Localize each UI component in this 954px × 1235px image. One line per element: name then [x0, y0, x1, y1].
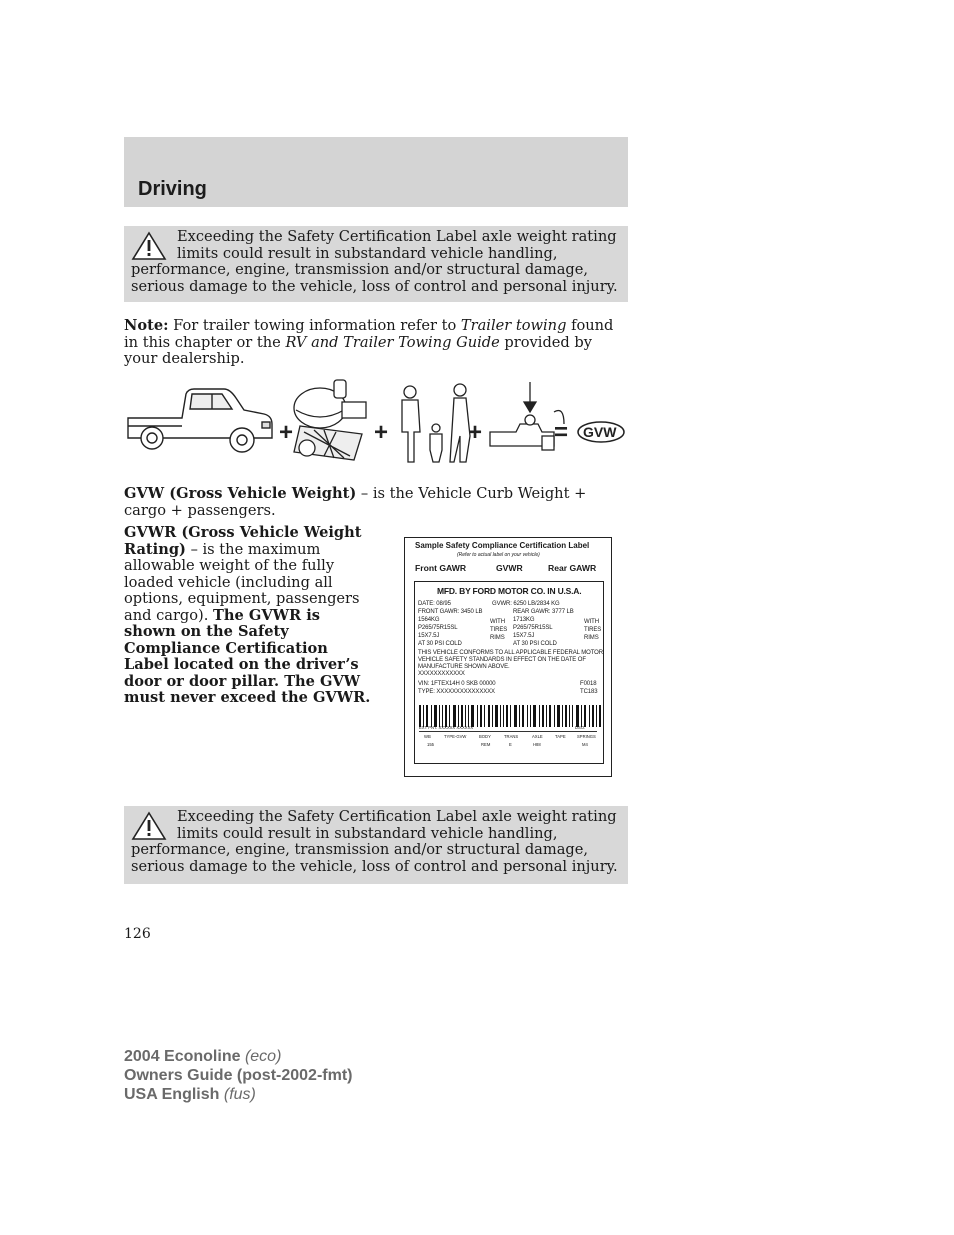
- label-col-value: M4: [582, 742, 588, 747]
- label-title: Sample Safety Compliance Certification Label: [415, 541, 590, 550]
- footer-language-code: (fus): [223, 1086, 256, 1103]
- label-vin: VIN: 1FTEX14H 0 SKB 00000: [418, 681, 496, 687]
- label-conform-line: MANUFACTURE SHOWN ABOVE.: [418, 664, 510, 670]
- note-text: For trailer towing information refer to: [168, 317, 461, 334]
- warning-triangle-icon: [131, 811, 167, 841]
- label-body: [414, 581, 604, 764]
- note-text: provided by your dealership.: [124, 333, 592, 367]
- footer-model-code: (eco): [244, 1048, 282, 1065]
- label-with: WITH: [584, 619, 599, 625]
- footer-line-1: [124, 1047, 352, 1066]
- section-title: Driving: [138, 178, 207, 200]
- footer-model: 2004 Econoline: [124, 1048, 241, 1065]
- label-dso: DSO:: [575, 725, 586, 730]
- label-col-header: BODY: [479, 734, 491, 739]
- label-code-table: [419, 731, 597, 747]
- label-ext-paint: EXT PNT: XXXXXX XXXXXX: [419, 725, 474, 730]
- label-col-header: TRANS: [504, 734, 519, 739]
- label-rims: RIMS: [584, 635, 599, 641]
- warning-box-bottom: [124, 806, 628, 884]
- towing-guide-reference: RV and Trailer Towing Guide: [285, 333, 500, 351]
- label-rear-rim: 15X7.5J: [513, 633, 535, 639]
- gvw-definition-text: – is the Vehicle Curb Weight + cargo + passengers.: [124, 485, 587, 519]
- label-col-header: SPRINGS: [577, 734, 596, 739]
- note-text: found in this chapter or the: [124, 317, 614, 351]
- note-label: Note:: [124, 317, 169, 334]
- label-front-rim: 15X7.5J: [418, 633, 440, 639]
- gvw-term: GVW (Gross Vehicle Weight): [124, 485, 357, 502]
- gvw-definition: [124, 486, 624, 519]
- label-front-tire: P265/75R15SL: [418, 625, 458, 631]
- label-tires: TIRES: [584, 627, 602, 633]
- label-subtitle: (Refer to actual label on your vehicle): [457, 552, 540, 558]
- footer-line-2: Owners Guide (post-2002-fmt): [124, 1067, 353, 1084]
- gvw-illustration: [124, 376, 628, 468]
- label-col-value: E: [509, 742, 512, 747]
- gvwr-caption: GVWR: [496, 563, 523, 573]
- label-date: DATE: 08/95: [418, 601, 451, 607]
- plus-sign: +: [374, 419, 389, 446]
- label-code: TC183: [580, 689, 598, 695]
- label-conform-line: VEHICLE SAFETY STANDARDS IN EFFECT ON THE DATE OF: [418, 657, 586, 663]
- gvwr-definition-text: – is the maximum allowable weight of the fully loaded vehicle (including all options, equipment, passengers and cargo).: [124, 540, 360, 624]
- label-front-gawr: FRONT GAWR: 3450 LB: [418, 609, 483, 615]
- rear-gawr-caption: Rear GAWR: [548, 563, 597, 573]
- footer-line-3: [124, 1085, 352, 1104]
- cargo-grill-luggage-icon: [294, 380, 366, 460]
- barcode-icon: [419, 705, 601, 727]
- warning-triangle-icon: [131, 231, 167, 261]
- label-x-line: XXXXXXXXXXXX: [418, 671, 465, 677]
- pickup-truck-icon: [128, 389, 272, 452]
- label-col-header: TYPE-GVW: [444, 734, 467, 739]
- label-rear-tire: P265/75R15SL: [513, 625, 553, 631]
- warning-text: Exceeding the Safety Certification Label axle weight rating limits could result in substandard vehicle handling, performance, engine, transmission and/or structural damage, serious damage to the vehicle, loss of control and personal injury.: [131, 228, 618, 295]
- gvwr-emphasis: The GVWR is shown on the Safety Compliance Certification Label located on the driver’s door or door pillar. The GVW must never exceed the GVWR.: [124, 606, 371, 706]
- passengers-family-icon: [402, 384, 470, 462]
- label-psi-rear: AT 30 PSI COLD: [513, 641, 557, 647]
- warning-box-top: [124, 226, 628, 302]
- front-gawr-caption: Front GAWR: [415, 563, 467, 573]
- page-number: 126: [124, 926, 151, 942]
- gvw-result-label: GVW: [583, 424, 617, 440]
- trailer-towing-reference: Trailer towing: [460, 317, 567, 334]
- equals-sign: =: [554, 419, 569, 446]
- label-rims: RIMS: [490, 635, 505, 641]
- warning-text: Exceeding the Safety Certification Label axle weight rating limits could result in substandard vehicle handling, performance, engine, transmission and/or structural damage, serious damage to the vehicle, loss of control and personal injury.: [131, 808, 618, 875]
- document-footer: [124, 1047, 352, 1104]
- label-conform-line: THIS VEHICLE CONFORMS TO ALL APPLICABLE FEDERAL MOTOR: [418, 650, 603, 656]
- gvwr-term: GVWR (Gross Vehicle Weight Rating): [124, 524, 362, 558]
- label-psi-front: AT 30 PSI COLD: [418, 641, 462, 647]
- trailer-hitch-icon: [490, 382, 564, 450]
- label-col-value: REM: [481, 742, 491, 747]
- label-col-value: 155: [427, 742, 434, 747]
- label-col-header: WB: [424, 734, 431, 739]
- plus-sign: +: [468, 419, 483, 446]
- label-gvwr-value: GVWR: 6250 LB/2834 KG: [492, 601, 560, 607]
- label-rear-gawr: REAR GAWR: 3777 LB: [513, 609, 574, 615]
- label-col-header: TAPE: [555, 734, 566, 739]
- label-front-kg: 1564KG: [418, 617, 440, 623]
- label-code: F0018: [580, 681, 597, 687]
- label-col-value: H88: [533, 742, 541, 747]
- label-manufacturer: MFD. BY FORD MOTOR CO. IN U.S.A.: [437, 586, 582, 596]
- sample-certification-label: [404, 537, 612, 777]
- note-paragraph: [124, 318, 624, 368]
- gvwr-definition: [124, 525, 374, 707]
- label-type: TYPE: XXXXXXXXXXXXXXX: [418, 689, 495, 695]
- label-rear-kg: 1713KG: [513, 617, 535, 623]
- plus-sign: +: [279, 419, 294, 446]
- label-col-header: AXLE: [532, 734, 543, 739]
- label-with: WITH: [490, 619, 505, 625]
- label-tires: TIRES: [490, 627, 508, 633]
- footer-language: USA English: [124, 1086, 220, 1103]
